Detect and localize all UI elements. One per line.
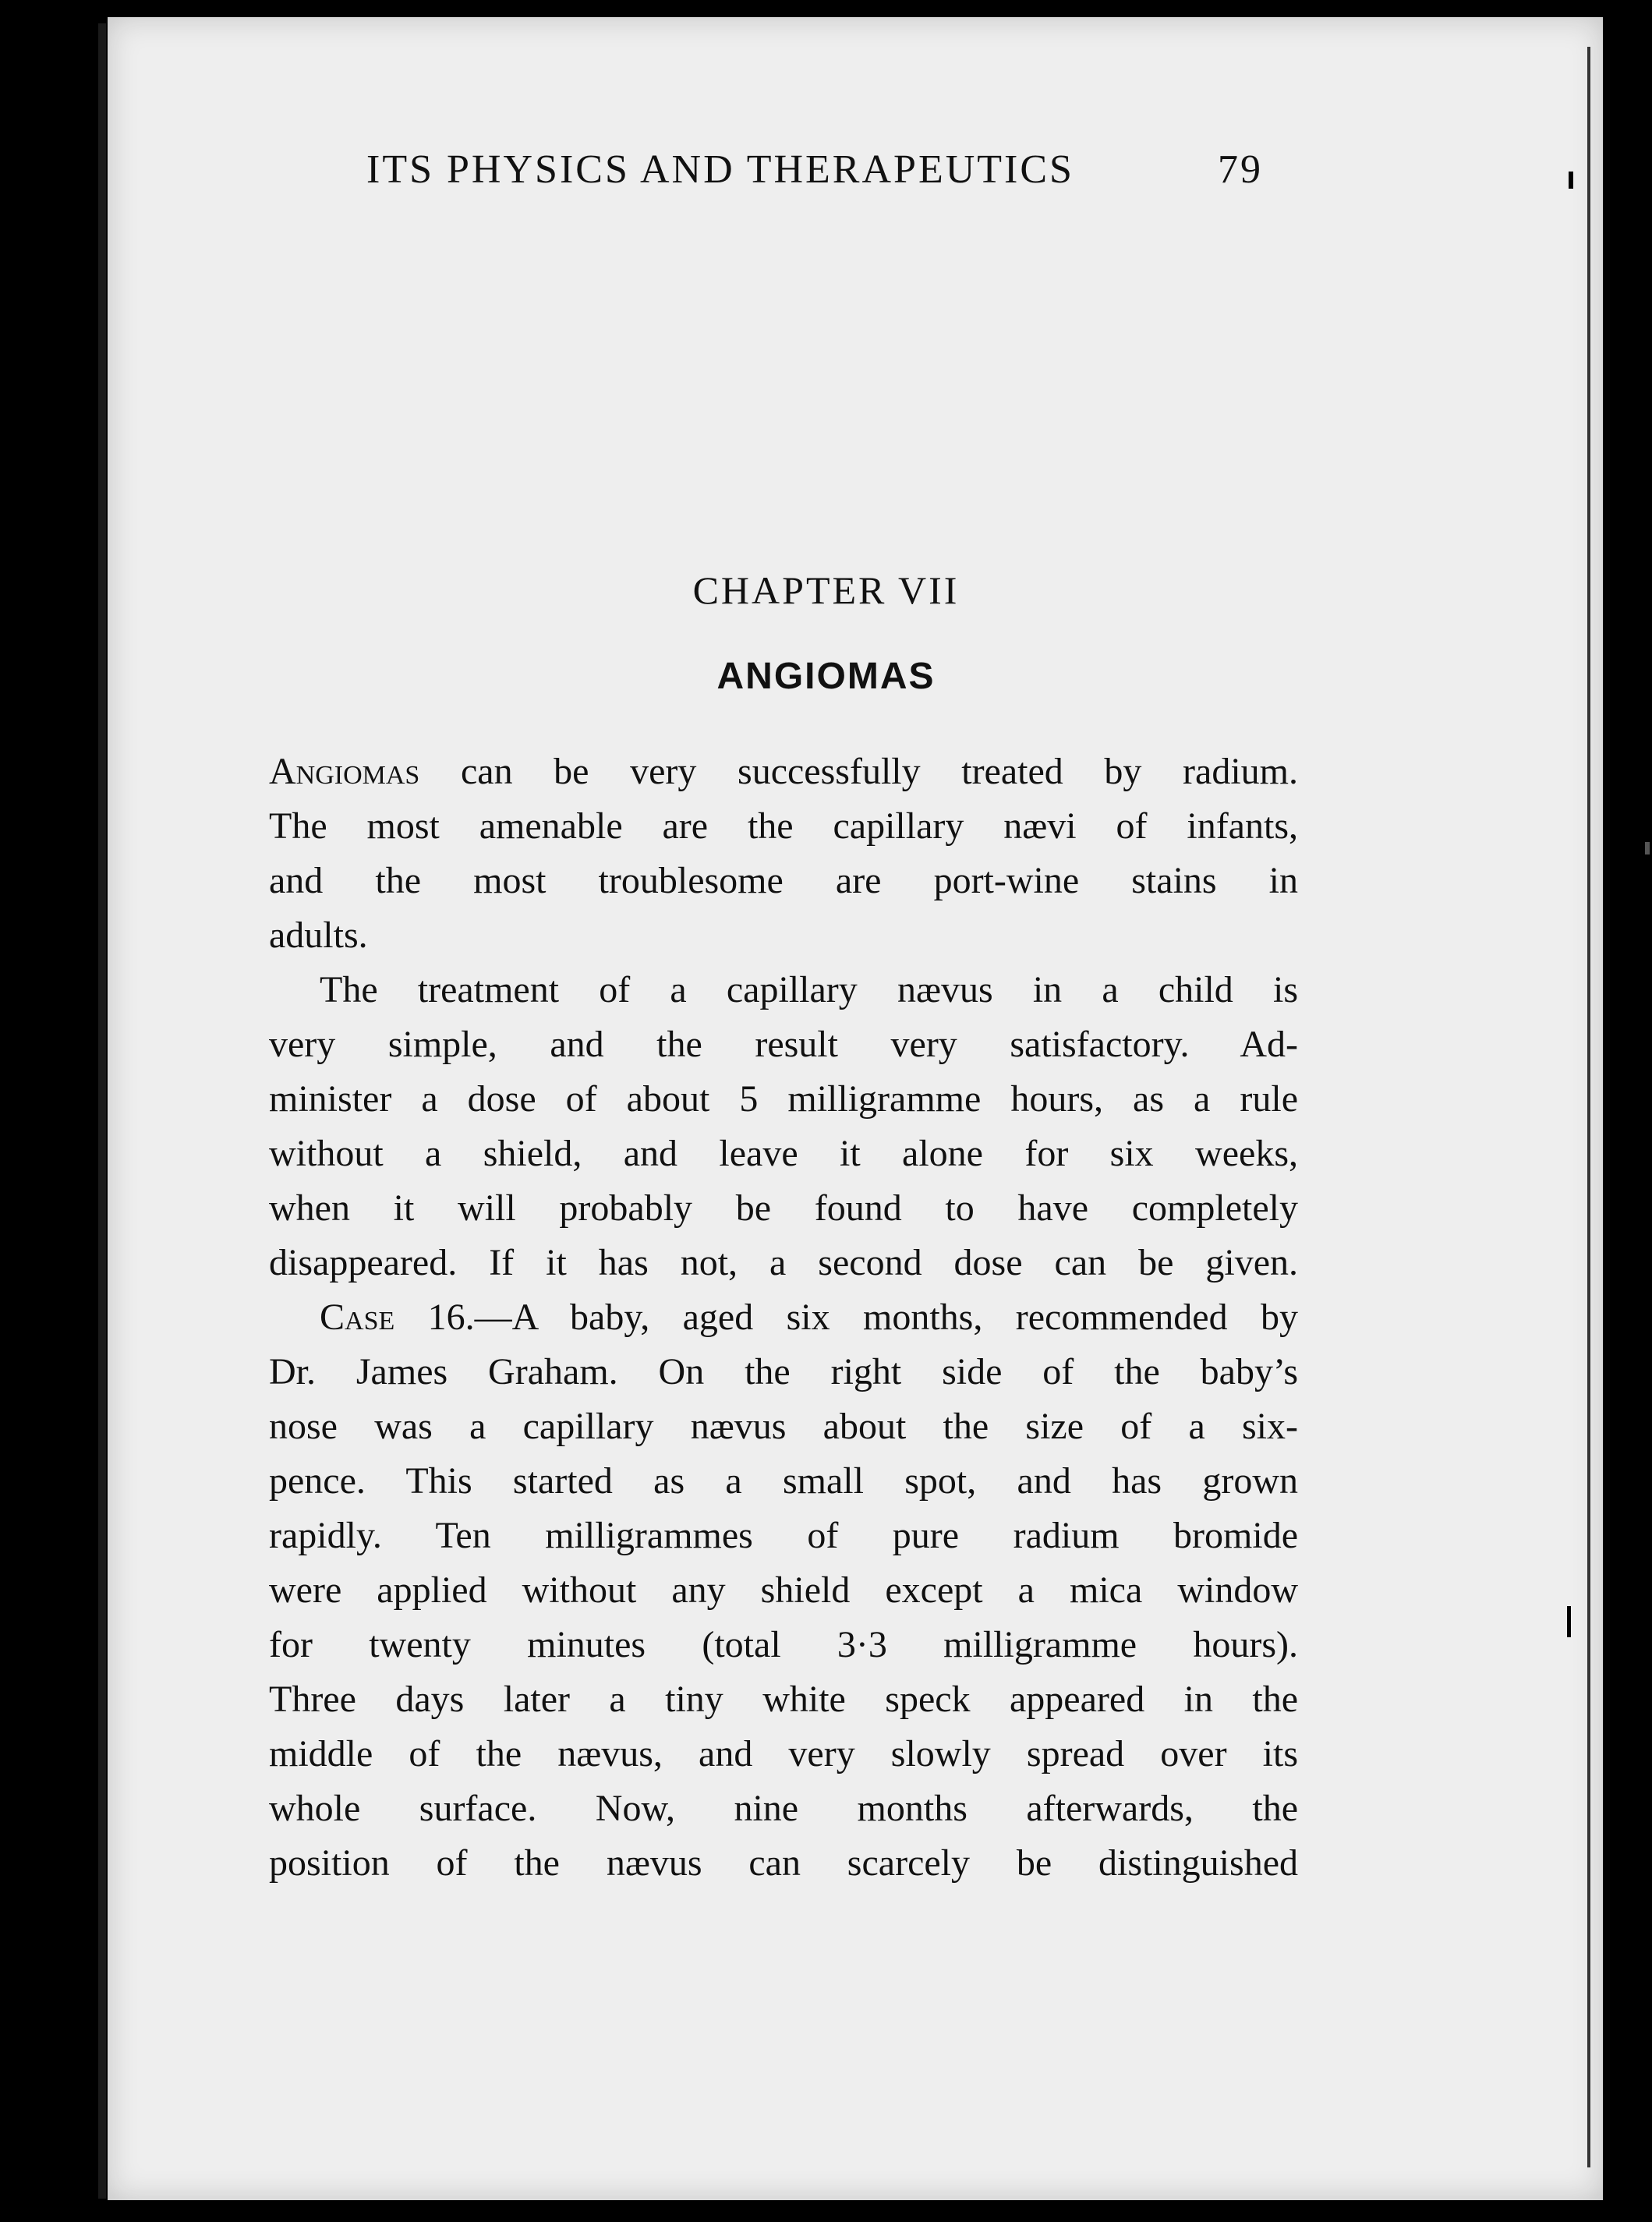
running-title: ITS PHYSICS AND THERAPEUTICS [366, 147, 1074, 192]
paragraph-intro [269, 745, 1298, 963]
paragraph-treatment [269, 963, 1298, 1290]
text-line: and the most troublesome are port-wine stains in [269, 860, 1298, 901]
paragraph-case-16 [269, 1290, 1298, 1891]
lead-word: Angiomas [269, 751, 420, 792]
text-line: minister a dose of about 5 milligramme hours, as a rule [269, 1078, 1298, 1120]
book-spine-edge [98, 23, 106, 2199]
lead-word: Case [320, 1297, 395, 1338]
text-line: whole surface. Now, nine months afterwards, the [269, 1788, 1298, 1829]
running-header [366, 147, 1263, 201]
text-line: very simple, and the result very satisfactory. Ad- [269, 1024, 1298, 1065]
text-line: position of the nævus can scarcely be distinguished [269, 1842, 1298, 1884]
text-line: nose was a capillary nævus about the size of a six- [269, 1406, 1298, 1447]
text-line: for twenty minutes (total 3·3 milligramme hours). [269, 1624, 1298, 1665]
scan-artifact [1569, 172, 1573, 189]
text-line: Angiomas can be very successfully treated by radium. [269, 751, 1298, 792]
text-line: middle of the nævus, and very slowly spread over its [269, 1733, 1298, 1774]
page-edge-shadow [1587, 47, 1590, 2167]
chapter-number: CHAPTER VII [692, 568, 960, 612]
text-line: without a shield, and leave it alone for six weeks, [269, 1133, 1298, 1174]
scan-artifact [1645, 842, 1650, 854]
text-line: rapidly. Ten milligrammes of pure radium bromide [269, 1515, 1298, 1556]
text-line: The treatment of a capillary nævus in a child is [320, 969, 1298, 1010]
text-line: The most amenable are the capillary nævi of infants, [269, 805, 1298, 847]
text-line: Three days later a tiny white speck appeared in the [269, 1679, 1298, 1720]
page-number: 79 [1218, 147, 1263, 192]
text-line: disappeared. If it has not, a second dose can be given. [269, 1242, 1298, 1283]
text-line: when it will probably be found to have completely [269, 1187, 1298, 1229]
text-line: were applied without any shield except a mica window [269, 1569, 1298, 1611]
text-line: pence. This started as a small spot, and has grown [269, 1460, 1298, 1502]
scan-artifact [1567, 1606, 1571, 1637]
chapter-title: ANGIOMAS [716, 656, 936, 697]
text-line: Case 16.—A baby, aged six months, recommended by [320, 1297, 1298, 1338]
text-line: adults. [269, 915, 368, 956]
text-line: Dr. James Graham. On the right side of the baby’s [269, 1351, 1298, 1392]
body-text [269, 745, 1298, 1891]
